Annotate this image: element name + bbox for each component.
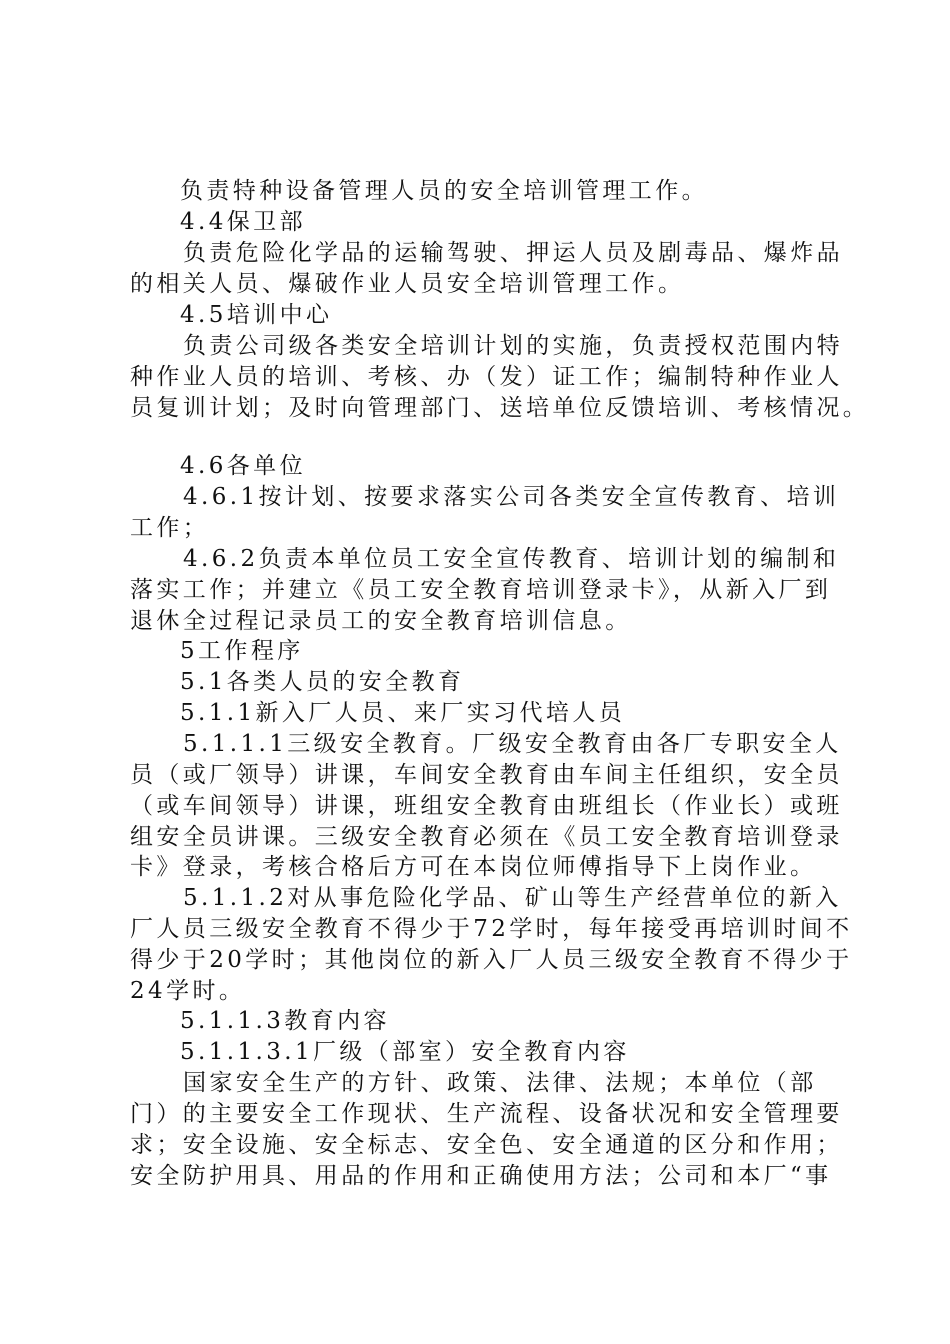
text-line: 负责公司级各类安全培训计划的实施，负责授权范围内特 — [183, 333, 843, 359]
section-heading: 5.1.1.3教育内容 — [180, 1008, 390, 1034]
text-line: 负责危险化学品的运输驾驶、押运人员及剧毒品、爆炸品 — [183, 240, 843, 266]
text-line: 的相关人员、爆破作业人员安全培训管理工作。 — [130, 271, 685, 297]
text-line: 4.6.2负责本单位员工安全宣传教育、培训计划的编制和 — [183, 546, 840, 572]
text-line: 门）的主要安全工作现状、生产流程、设备状况和安全管理要 — [130, 1101, 843, 1127]
text-line: 得少于20学时；其他岗位的新入厂人员三级安全教育不得少于 — [130, 947, 853, 973]
text-line: 员（或厂领导）讲课，车间安全教育由车间主任组织，安全员 — [130, 762, 843, 788]
text-line: 5.1.1.2对从事危险化学品、矿山等生产经营单位的新入 — [183, 885, 842, 911]
section-heading: 4.6各单位 — [180, 453, 306, 479]
section-heading: 5.1各类人员的安全教育 — [180, 669, 465, 695]
text-line: 4.6.1按计划、按要求落实公司各类安全宣传教育、培训 — [183, 484, 840, 510]
text-line: 退休全过程记录员工的安全教育培训信息。 — [130, 608, 632, 634]
text-line: 5.1.1.1三级安全教育。厂级安全教育由各厂专职安全人 — [183, 731, 842, 757]
section-heading: 4.4保卫部 — [180, 209, 306, 235]
text-line: 国家安全生产的方针、政策、法律、法规；本单位（部 — [183, 1070, 817, 1096]
text-line: 24学时。 — [130, 978, 246, 1004]
text-line: 种作业人员的培训、考核、办（发）证工作；编制特种作业人 — [130, 364, 843, 390]
text-line: 组安全员讲课。三级安全教育必须在《员工安全教育培训登录 — [130, 824, 843, 850]
text-line: 安全防护用具、用品的作用和正确使用方法；公司和本厂“事 — [130, 1163, 832, 1189]
section-heading: 5.1.1.3.1厂级（部室）安全教育内容 — [180, 1039, 630, 1065]
section-heading: 5.1.1新入厂人员、来厂实习代培人员 — [180, 700, 626, 726]
text-line: 落实工作；并建立《员工安全教育培训登录卡》，从新入厂到 — [130, 577, 832, 603]
text-line: 员复训计划；及时向管理部门、送培单位反馈培训、考核情况。 — [130, 395, 870, 421]
section-heading: 5工作程序 — [180, 638, 304, 664]
section-heading: 4.5培训中心 — [180, 302, 333, 328]
text-line: 工作； — [130, 515, 210, 541]
text-line: 负责特种设备管理人员的安全培训管理工作。 — [180, 178, 708, 204]
text-line: 求；安全设施、安全标志、安全色、安全通道的区分和作用； — [130, 1132, 843, 1158]
text-line: 卡》登录，考核合格后方可在本岗位师傅指导下上岗作业。 — [130, 854, 817, 880]
text-line: （或车间领导）讲课，班组安全教育由班组长（作业长）或班 — [130, 793, 843, 819]
text-line: 厂人员三级安全教育不得少于72学时，每年接受再培训时间不 — [130, 916, 853, 942]
